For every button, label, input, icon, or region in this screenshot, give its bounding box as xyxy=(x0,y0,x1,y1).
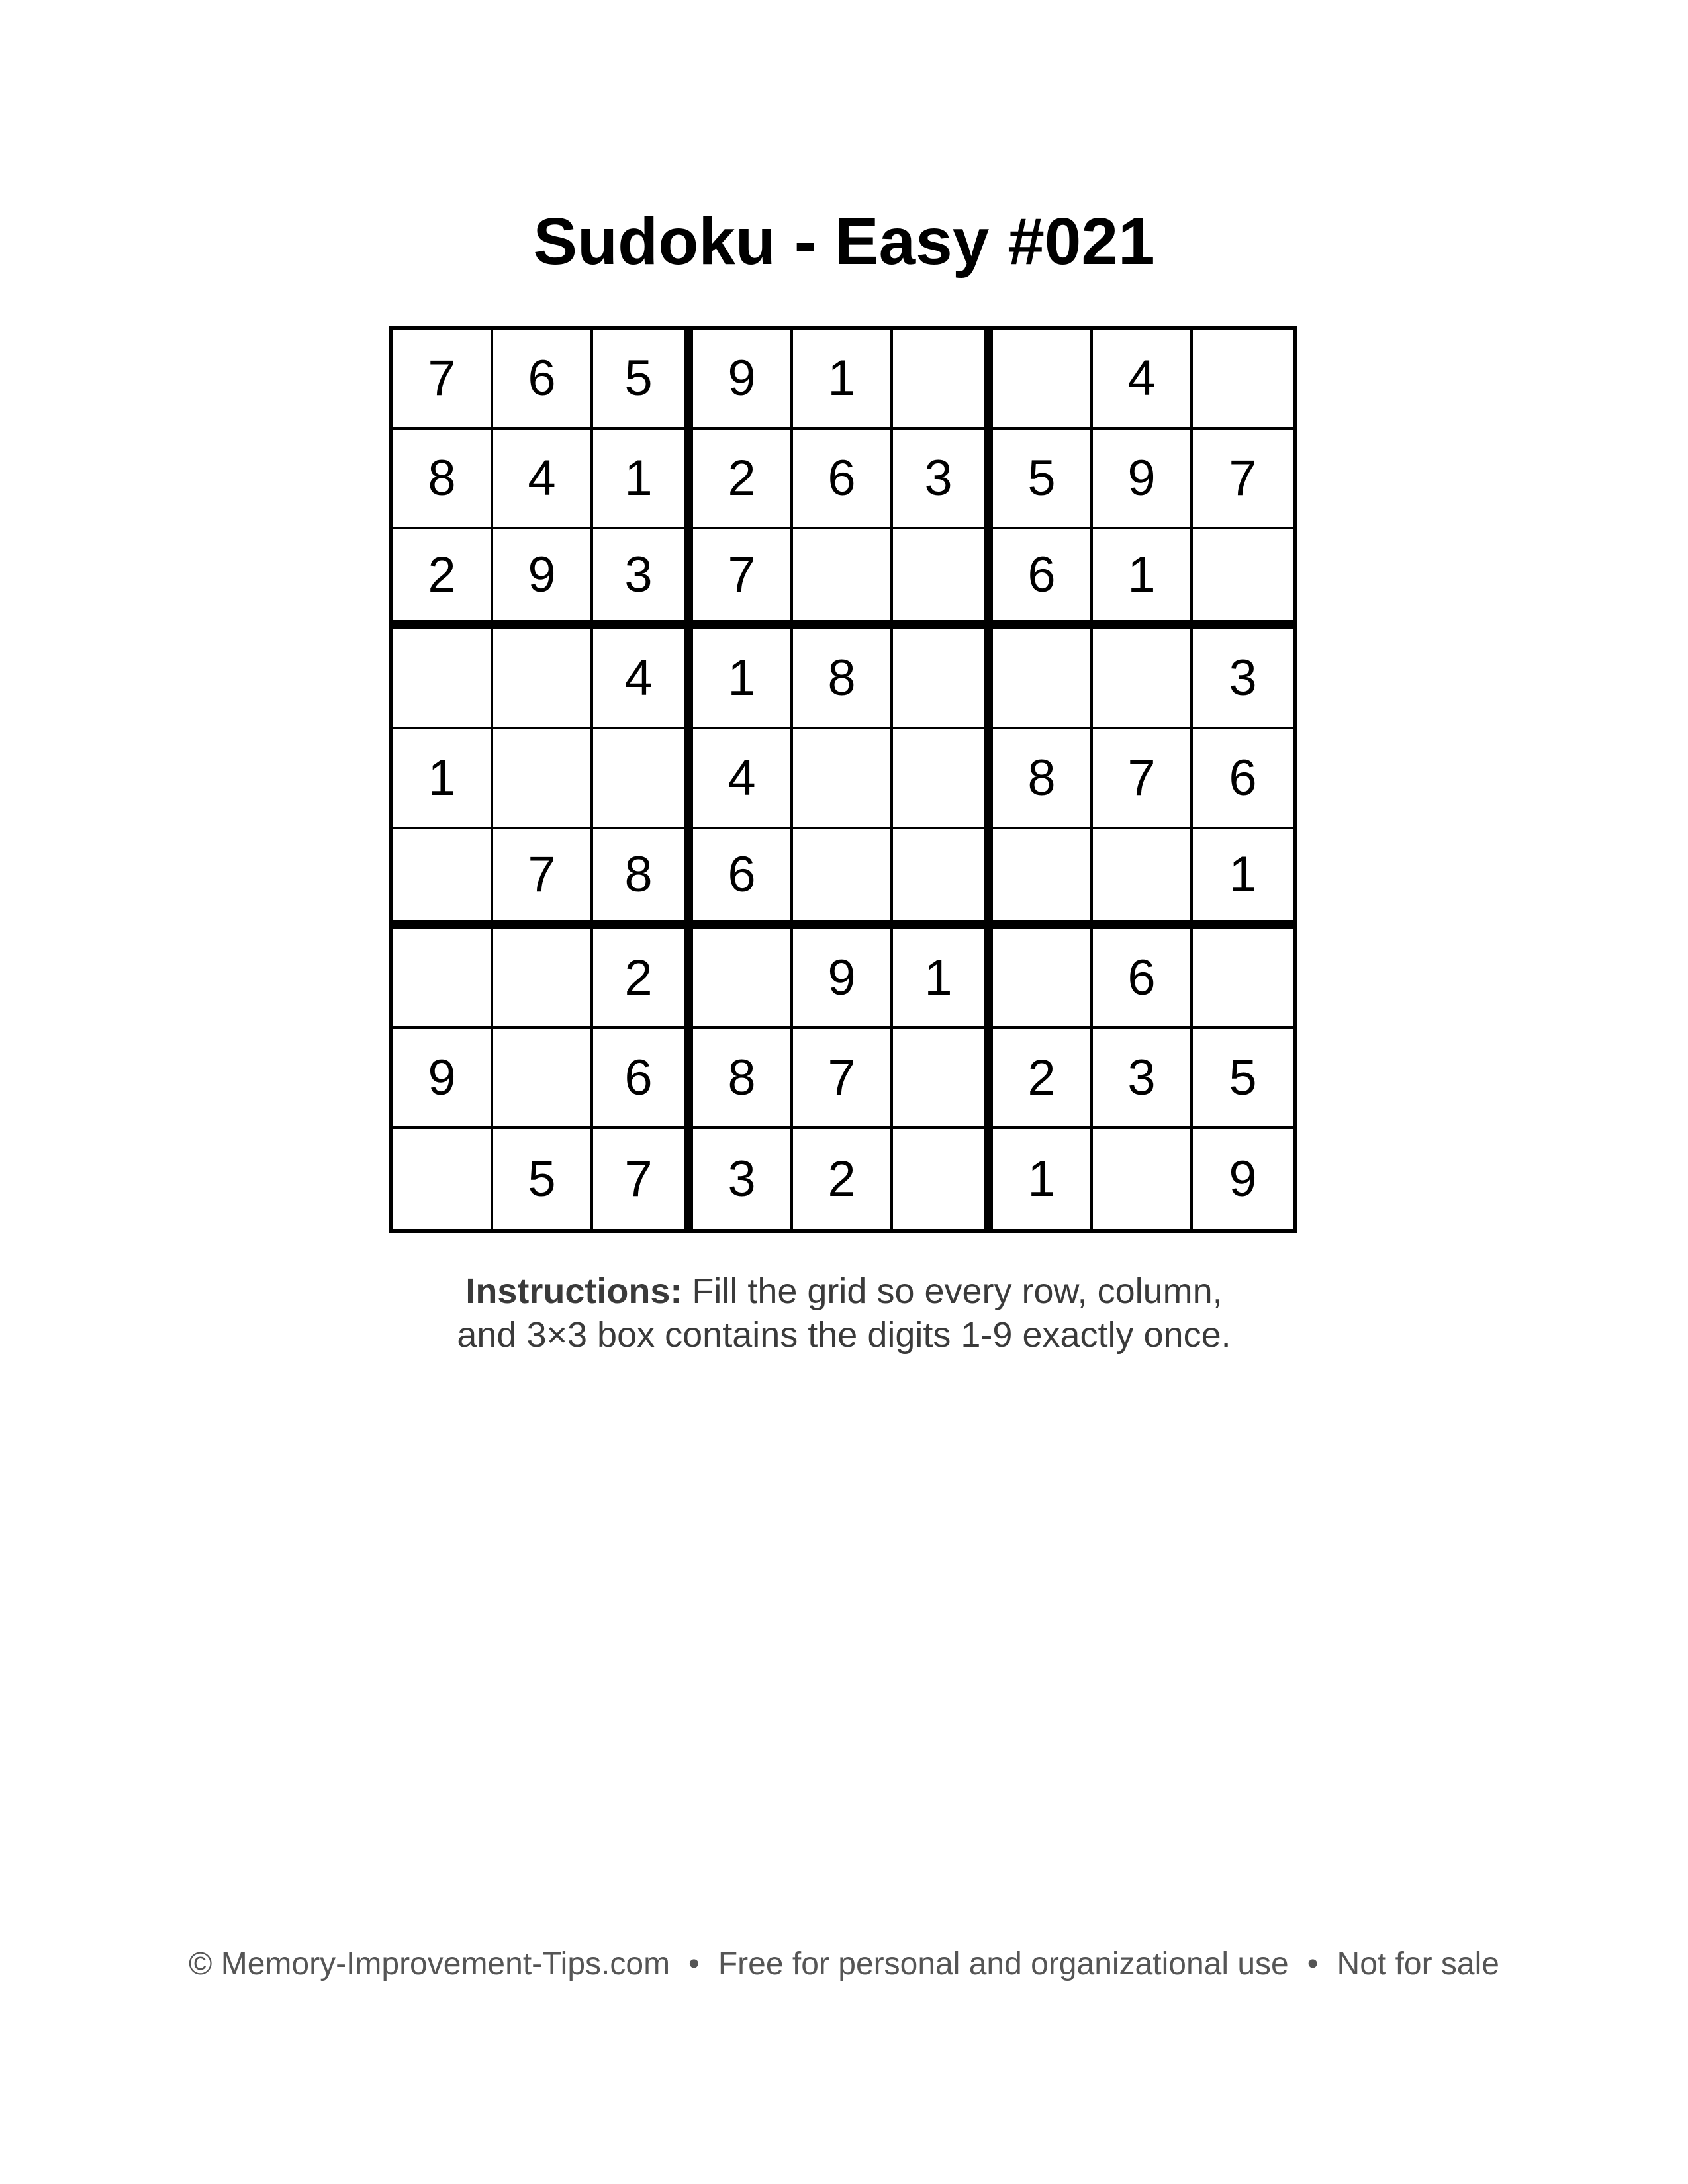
sudoku-cell[interactable] xyxy=(393,929,493,1029)
sudoku-cell: 6 xyxy=(1193,729,1293,829)
footer-usage: Free for personal and organizational use xyxy=(718,1946,1289,1981)
sudoku-cell[interactable] xyxy=(1193,529,1293,629)
sudoku-cell: 6 xyxy=(1093,929,1193,1029)
sudoku-cell: 8 xyxy=(993,729,1093,829)
sudoku-cell: 1 xyxy=(393,729,493,829)
sudoku-cell: 8 xyxy=(793,629,893,729)
instructions-text-1: Fill the grid so every row, column, xyxy=(682,1271,1223,1311)
sudoku-cell[interactable] xyxy=(993,929,1093,1029)
sudoku-cell[interactable] xyxy=(393,829,493,929)
footer-copyright: © Memory-Improvement-Tips.com xyxy=(189,1946,671,1981)
sudoku-cell: 3 xyxy=(693,1129,793,1229)
sudoku-cell: 1 xyxy=(693,629,793,729)
sudoku-cell: 6 xyxy=(993,529,1093,629)
sudoku-cell: 2 xyxy=(393,529,493,629)
sudoku-cell[interactable] xyxy=(793,829,893,929)
sudoku-cell: 5 xyxy=(593,330,693,430)
sudoku-cell: 5 xyxy=(493,1129,593,1229)
sudoku-cell[interactable] xyxy=(1193,929,1293,1029)
sudoku-cell: 9 xyxy=(693,330,793,430)
sudoku-cell: 6 xyxy=(593,1029,693,1129)
sudoku-cell: 4 xyxy=(693,729,793,829)
sudoku-cell[interactable] xyxy=(893,529,993,629)
footer-separator: • xyxy=(1307,1946,1319,1981)
instructions-line-1 xyxy=(314,1269,1374,1313)
sudoku-cell[interactable] xyxy=(493,729,593,829)
sudoku-cell[interactable] xyxy=(793,529,893,629)
sudoku-cell: 6 xyxy=(693,829,793,929)
sudoku-cell: 7 xyxy=(493,829,593,929)
sudoku-cell[interactable] xyxy=(993,829,1093,929)
sudoku-cell[interactable] xyxy=(1193,330,1293,430)
sudoku-cell: 4 xyxy=(493,430,593,529)
sudoku-cell: 7 xyxy=(1193,430,1293,529)
sudoku-cell[interactable] xyxy=(493,629,593,729)
sudoku-cell[interactable] xyxy=(893,629,993,729)
sudoku-cell[interactable] xyxy=(1093,629,1193,729)
sudoku-cell: 2 xyxy=(693,430,793,529)
sudoku-cell: 9 xyxy=(1093,430,1193,529)
footer-separator: • xyxy=(688,1946,700,1981)
footer xyxy=(0,1944,1688,1984)
footer-sale: Not for sale xyxy=(1336,1946,1499,1981)
sudoku-cell: 6 xyxy=(493,330,593,430)
sudoku-cell: 8 xyxy=(693,1029,793,1129)
sudoku-cell: 5 xyxy=(1193,1029,1293,1129)
sudoku-cell[interactable] xyxy=(893,829,993,929)
sudoku-cell: 4 xyxy=(1093,330,1193,430)
sudoku-cell[interactable] xyxy=(1093,1129,1193,1229)
sudoku-cell[interactable] xyxy=(893,729,993,829)
sudoku-cell[interactable] xyxy=(493,929,593,1029)
sudoku-cell: 7 xyxy=(793,1029,893,1129)
sudoku-cell: 7 xyxy=(693,529,793,629)
sudoku-cell: 7 xyxy=(1093,729,1193,829)
sudoku-cell: 9 xyxy=(393,1029,493,1129)
sudoku-cell[interactable] xyxy=(893,330,993,430)
sudoku-cell: 8 xyxy=(393,430,493,529)
sudoku-cell[interactable] xyxy=(693,929,793,1029)
instructions-line-2: and 3×3 box contains the digits 1-9 exactly once. xyxy=(457,1315,1231,1355)
page-title: Sudoku - Easy #021 xyxy=(533,205,1155,279)
sudoku-cell: 9 xyxy=(1229,1151,1257,1207)
sudoku-cell[interactable] xyxy=(893,1129,993,1229)
sudoku-cell: 5 xyxy=(993,430,1093,529)
sudoku-cell: 4 xyxy=(593,629,693,729)
sudoku-cell: 3 xyxy=(893,430,993,529)
sudoku-cell: 2 xyxy=(593,929,693,1029)
sudoku-cell: 1 xyxy=(993,1129,1093,1229)
sudoku-cell: 6 xyxy=(793,430,893,529)
sudoku-cell: 2 xyxy=(793,1129,893,1229)
sudoku-cell: 1 xyxy=(893,929,993,1029)
sudoku-cell[interactable] xyxy=(393,1129,493,1229)
sudoku-cell[interactable] xyxy=(893,1029,993,1129)
sudoku-cell: 1 xyxy=(1093,529,1193,629)
sudoku-cell: 1 xyxy=(1193,829,1293,929)
sudoku-cell: 9 xyxy=(793,929,893,1029)
sudoku-cell: 1 xyxy=(793,330,893,430)
instructions xyxy=(314,1269,1374,1357)
sudoku-cell: 8 xyxy=(593,829,693,929)
sudoku-cell: 1 xyxy=(593,430,693,529)
instructions-lead: Instructions: xyxy=(465,1271,682,1311)
sudoku-cell: 3 xyxy=(593,529,693,629)
sudoku-cell[interactable] xyxy=(993,330,1093,430)
sudoku-cell: 3 xyxy=(1193,629,1293,729)
sudoku-cell: 2 xyxy=(993,1029,1093,1129)
sudoku-cell: 7 xyxy=(393,330,493,430)
sudoku-cell[interactable] xyxy=(1093,829,1193,929)
sudoku-cell[interactable] xyxy=(993,629,1093,729)
sudoku-cell[interactable] xyxy=(793,729,893,829)
sudoku-cell[interactable] xyxy=(493,1029,593,1129)
sudoku-cell[interactable] xyxy=(393,629,493,729)
sudoku-cell: 9 xyxy=(493,529,593,629)
sudoku-cell: 7 xyxy=(593,1129,693,1229)
sudoku-cell[interactable] xyxy=(593,729,693,829)
sudoku-cell: 3 xyxy=(1093,1029,1193,1129)
sudoku-grid xyxy=(389,326,1297,1233)
